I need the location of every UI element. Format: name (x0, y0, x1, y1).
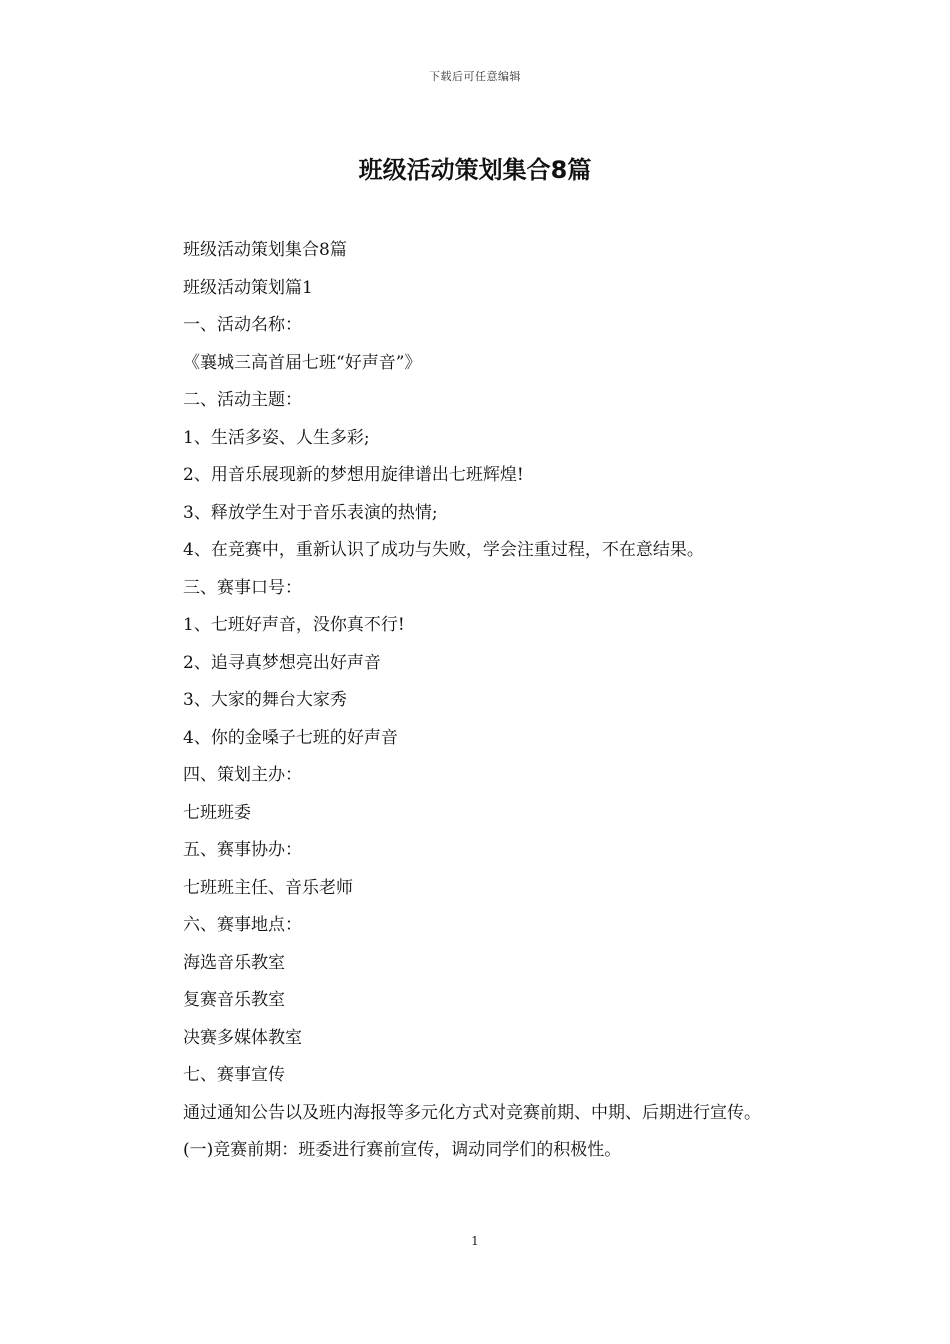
paragraph: 班级活动策划集合8篇 (183, 240, 347, 260)
section-heading: 四、策划主办： (183, 765, 302, 785)
section-heading: 一、活动名称： (183, 315, 302, 335)
page-number: 1 (471, 1234, 479, 1248)
list-item: 1、七班好声音，没你真不行! (183, 615, 405, 635)
section-heading: 七、赛事宣传 (183, 1065, 285, 1085)
section-heading: 六、赛事地点： (183, 915, 302, 935)
paragraph: 班级活动策划篇1 (183, 277, 313, 298)
list-item: 2、追寻真梦想亮出好声音 (183, 652, 381, 673)
paragraph: 通过通知公告以及班内海报等多元化方式对竞赛前期、中期、后期进行宣传。 (183, 1102, 761, 1123)
paragraph: 复赛音乐教室 (183, 990, 285, 1010)
list-item: 4、在竞赛中，重新认识了成功与失败，学会注重过程，不在意结果。 (183, 540, 704, 560)
document-title: 班级活动策划集合8篇 (358, 156, 592, 184)
list-item: 1、生活多姿、人生多彩; (183, 427, 370, 448)
paragraph: 决赛多媒体教室 (183, 1027, 302, 1048)
list-item: 3、释放学生对于音乐表演的热情; (183, 502, 438, 523)
paragraph: 七班班主任、音乐老师 (183, 877, 353, 898)
section-heading: 五、赛事协办： (183, 840, 302, 860)
paragraph: (一)竞赛前期：班委进行赛前宣传，调动同学们的积极性。 (183, 1140, 622, 1160)
section-heading: 三、赛事口号： (183, 577, 302, 598)
header-note: 下载后可任意编辑 (429, 70, 521, 83)
list-item: 4、你的金嗓子七班的好声音 (183, 727, 398, 748)
paragraph: 《襄城三高首届七班“好声音”》 (183, 352, 422, 373)
paragraph: 海选音乐教室 (183, 952, 285, 973)
section-heading: 二、活动主题： (183, 390, 302, 410)
document-body (145, 232, 810, 1170)
list-item: 3、大家的舞台大家秀 (183, 690, 347, 710)
paragraph: 七班班委 (183, 802, 251, 823)
list-item: 2、用音乐展现新的梦想用旋律谱出七班辉煌! (183, 465, 524, 485)
